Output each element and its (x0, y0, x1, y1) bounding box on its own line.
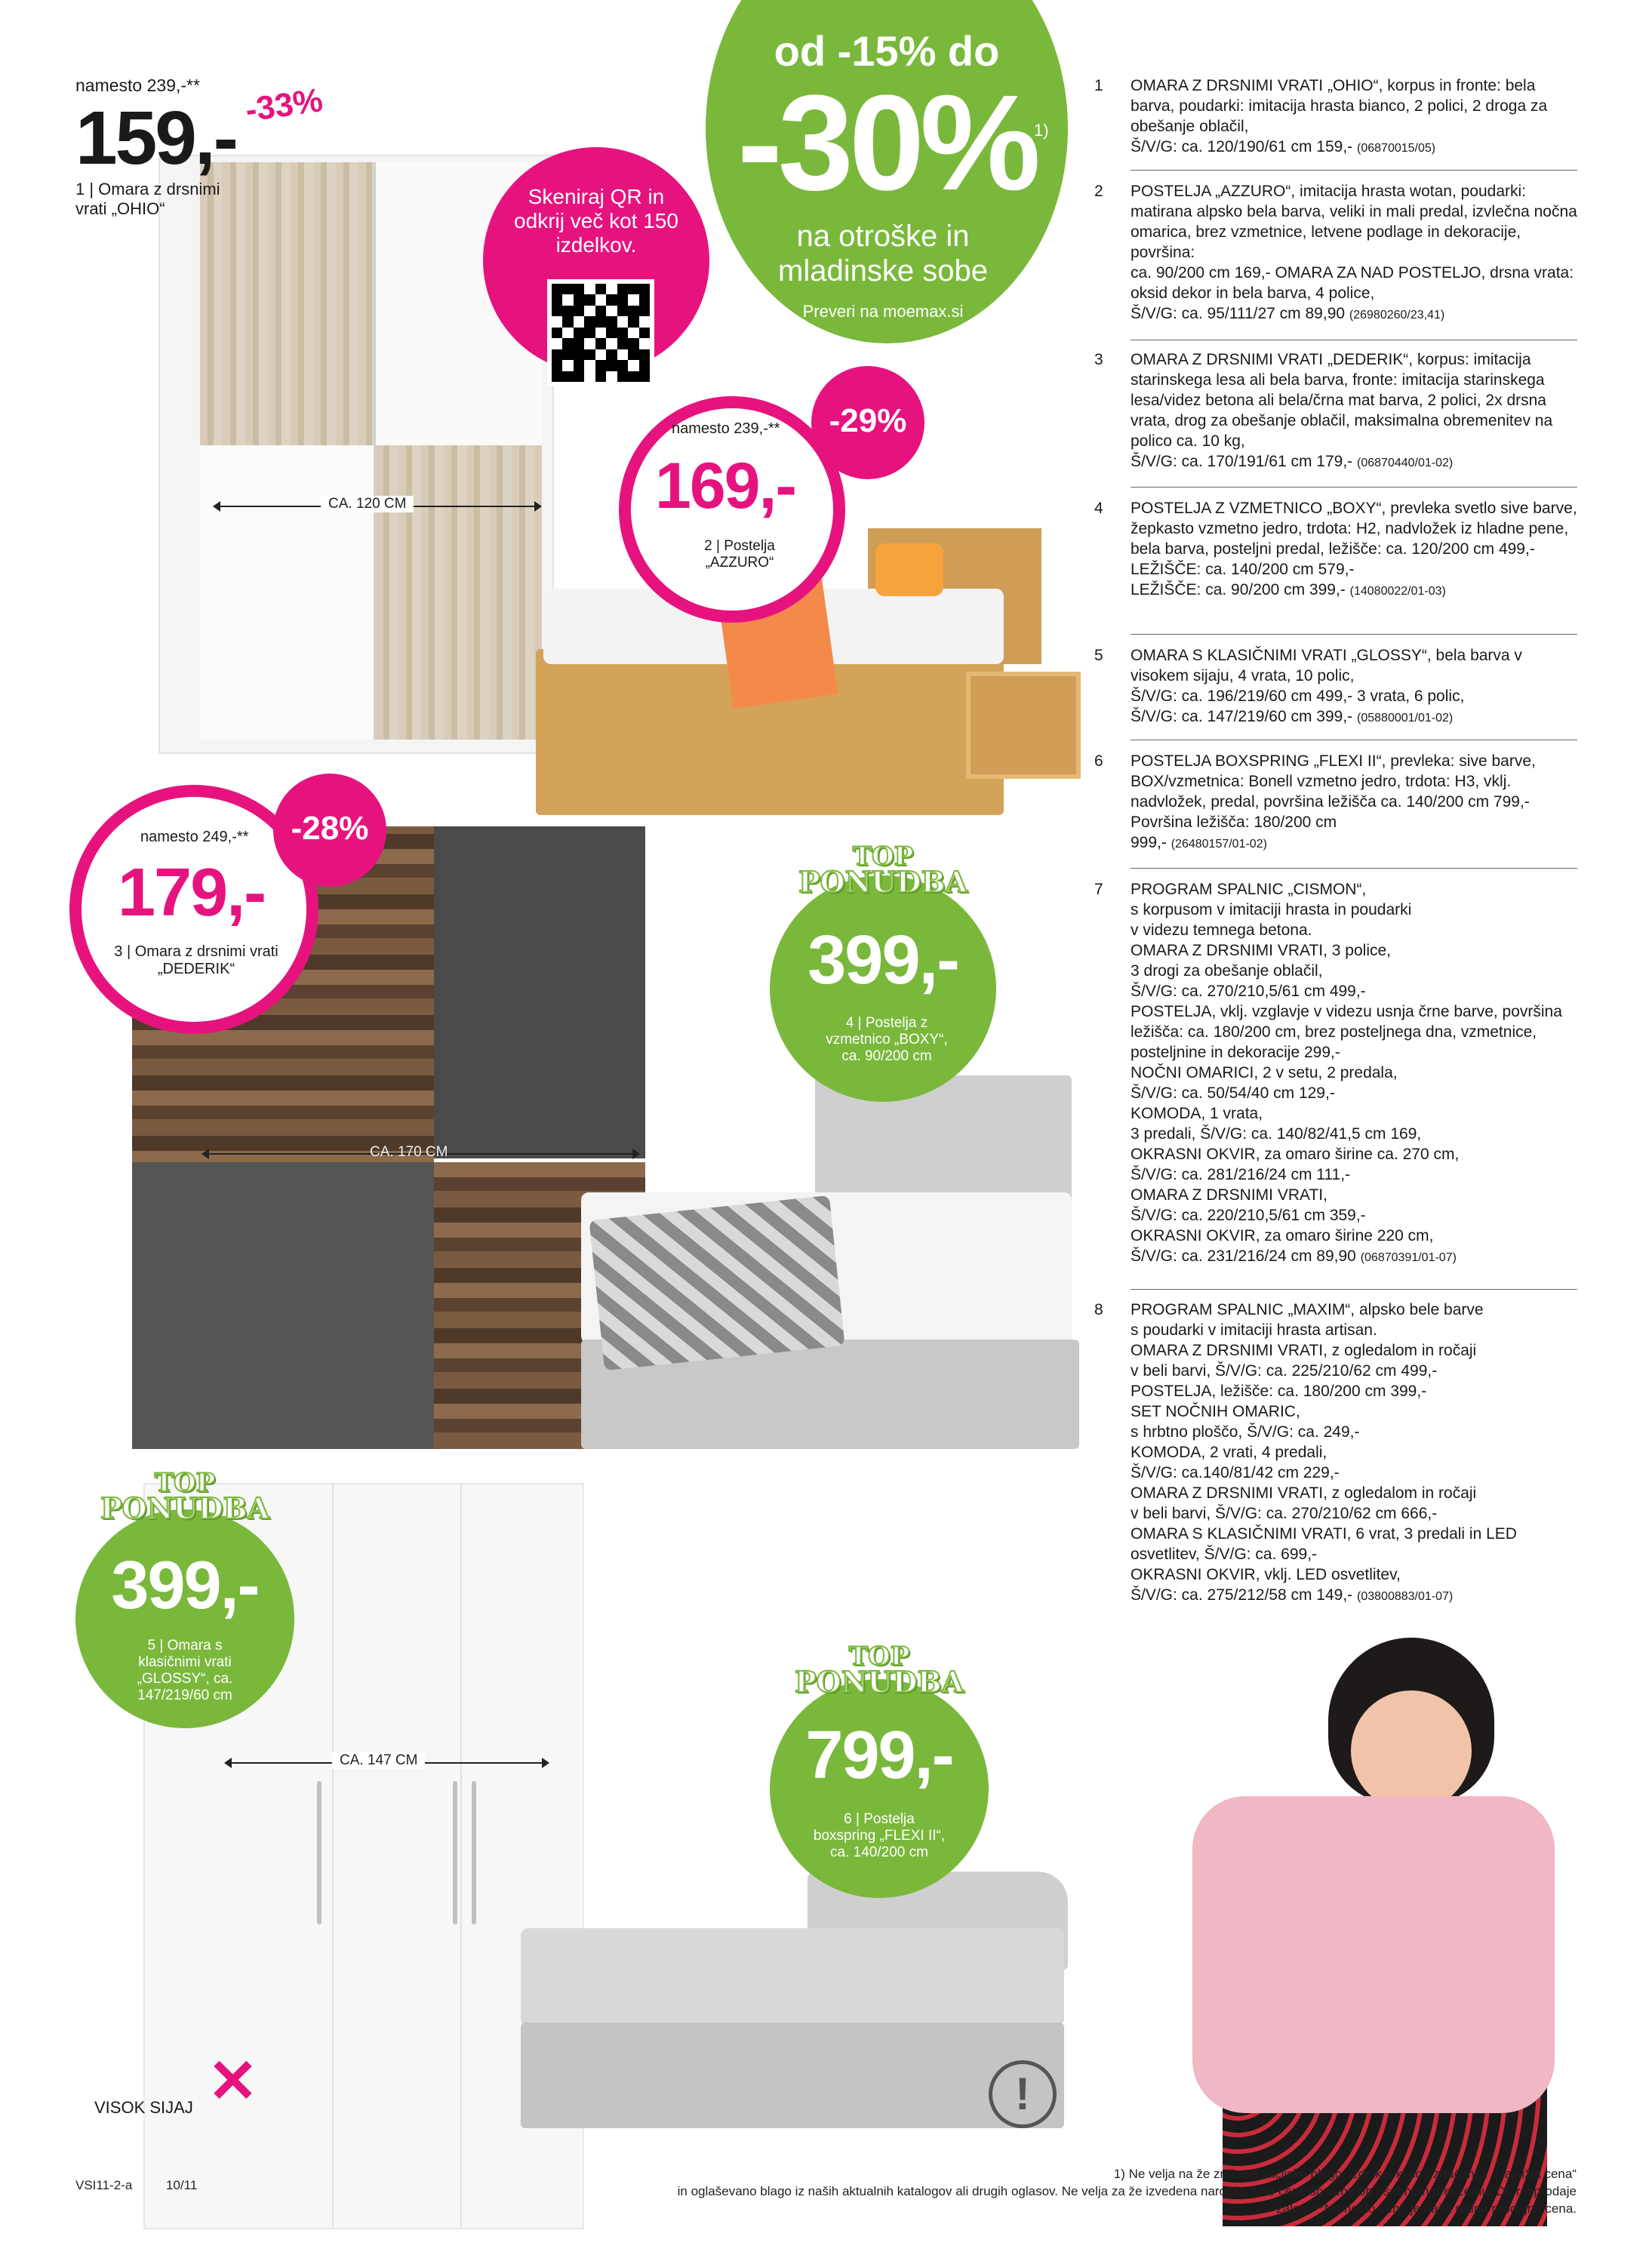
warning-exclamation-icon: ! (989, 2060, 1057, 2128)
spec-item-8 (1094, 1300, 1577, 1607)
item1-discount: -33% (243, 82, 325, 129)
qr-text: Skeniraj QR in odkrij več kot 150 izdelkov. (514, 185, 678, 257)
spec-number: 8 (1094, 1301, 1103, 1318)
wardrobe-glossy-door-split (460, 1483, 462, 2226)
bed-flexi-base (521, 2023, 1064, 2128)
qr-code-icon[interactable] (547, 279, 654, 386)
wardrobe-glossy-handle (472, 1781, 476, 1924)
spec-code: (26980260/23,41) (1349, 309, 1445, 321)
item2-price: 169,- (655, 450, 796, 522)
promo-footnote-mark: 1) (1034, 121, 1049, 140)
spec-divider (1131, 170, 1577, 171)
spec-number: 2 (1094, 183, 1103, 200)
dimension-label-3: CA. 170 CM (370, 1144, 448, 1160)
spec-text: POSTELJA BOXSPRING „FLEXI II“, prevleka: sive barve, BOX/vzmetnica: Bonell vzmetno jedro, trdota: H3, vklj. nadvložek, predal, površina ležišča ca. 140/200 cm 799,- Površina ležišča: 180/200 cm 999,- (1131, 752, 1536, 851)
item2-was-price: namesto 239,-** (672, 420, 780, 437)
spec-number: 5 (1094, 647, 1103, 664)
spec-item-1 (1094, 75, 1577, 158)
item3-was-price: namesto 249,-** (140, 829, 249, 845)
item5-badge-ponudba: PONUDBA (100, 1491, 270, 1525)
item5-badge-top: TOP (154, 1468, 216, 1498)
footer-note-3: zalog. **Namesto cena je naša redna prodajna cena. (1276, 2201, 1577, 2216)
spec-item-7 (1094, 879, 1577, 1268)
spec-code: (06870391/01-07) (1360, 1251, 1457, 1264)
spec-code: (26480157/01-02) (1171, 838, 1267, 851)
promo-link[interactable]: Preveri na moemax.si (802, 302, 964, 321)
item5-price: 399,- (111, 1548, 259, 1623)
item1-caption: 1 | Omara z drsnimi vrati „OHIO“ (75, 180, 220, 218)
item3-price: 179,- (118, 855, 266, 931)
wardrobe-dederik-concrete-bottom (132, 1162, 434, 1449)
spec-code: (05880001/01-02) (1357, 712, 1454, 724)
wardrobe-dederik-concrete-top (434, 826, 645, 1158)
model-face (1351, 1690, 1472, 1811)
wardrobe-ohio-oak-panel-lower (374, 445, 542, 740)
wardrobe-glossy-handle (317, 1781, 321, 1924)
bed-flexi-mattress (521, 1928, 1064, 2026)
model-pink-pillow (1192, 1796, 1555, 2113)
item3-discount: -28% (291, 810, 369, 847)
item3-caption: 3 | Omara z drsnimi vrati „DEDERIK“ (114, 943, 278, 977)
spec-text: OMARA Z DRSNIMI VRATI „OHIO“, korpus in fronte: bela barva, poudarki: imitacija hrasta bianco, 2 polici, 2 droga za obešanje oblačil, Š/V/G: ca. 120/190/61 cm 159,- (1131, 77, 1548, 155)
item2-caption: 2 | Postelja „AZZURO“ (704, 538, 775, 571)
visok-sijaj-label: VISOK SIJAJ (94, 2098, 193, 2117)
promo-subtext: na otroške in mladinske sobe (778, 220, 988, 288)
spec-number: 7 (1094, 881, 1103, 898)
item5-caption: 5 | Omara s klasičnimi vrati „GLOSSY“, ca. 147/219/60 cm (137, 1638, 233, 1703)
spec-code: (06870440/01-02) (1357, 457, 1454, 469)
spec-text: PROGRAM SPALNIC „MAXIM“, alpsko bele barve s poudarki v imitaciji hrasta artisan. OMARA Z DRSNIMI VRATI, z ogledalom in ročaji v beli barvi, Š/V/G: ca. 225/210/62 cm 499,- POSTELJA, ležišče: ca. 180/200 cm 399,- SET NOČNIH OMARIC, s hrbtno ploščo, Š/V/G: ca. 249,- KOMODA, 2 vrati, 4 predali, Š/V/G: ca.140/81/42 cm 229,- OMARA Z DRSNIMI VRATI, z ogledalom in ročaji v beli barvi, Š/V/G: ca. 270/210/62 cm 666,- OMARA S KLASIČNIMI VRATI, 6 vrat, 3 predali in LED osvetlitev, Š/V/G: ca. 699,- OKRASNI OKVIR, vklj. LED osvetlitev, Š/V/G: ca. 275/212/58 cm 149,- (1131, 1301, 1517, 1604)
spec-text: OMARA S KLASIČNIMI VRATI „GLOSSY“, bela barva v visokem sijaju, 4 vrata, 10 polic, Š/V/G: ca. 196/219/60 cm 499,- 3 vrata, 6 polic, Š/V/G: ca. 147/219/60 cm 399,- (1131, 647, 1522, 725)
spec-divider (1131, 634, 1577, 635)
bed-azzuro-nightstand (966, 672, 1081, 779)
footer-note-2: in oglaševano blago iz naših aktualnih katalogov ali drugih oglasov. Ne velja za že izvedena naročila. Vse cene so cene ob osebnem prevzemu. Do razprodaje (677, 2184, 1577, 2198)
item2-discount: -29% (829, 402, 907, 439)
bed-boxy-throw (589, 1195, 844, 1370)
wardrobe-ohio-white-panel-lower (200, 445, 374, 740)
footer-page: 10/11 (166, 2178, 198, 2192)
spec-code: (03800883/01-07) (1357, 1590, 1454, 1603)
spec-number: 3 (1094, 351, 1103, 368)
bed-azzuro-pillow (875, 543, 943, 596)
item6-caption: 6 | Postelja boxspring „FLEXI II“, ca. 140/200 cm (813, 1811, 946, 1860)
wardrobe-glossy-door-split (332, 1483, 334, 2226)
spec-number: 6 (1094, 752, 1103, 770)
spec-item-6 (1094, 751, 1577, 854)
item1-price: 159,- (75, 96, 236, 180)
spec-code: (14080022/01-03) (1349, 585, 1446, 598)
dimension-label-5: CA. 147 CM (332, 1752, 425, 1769)
item4-badge-top: TOP (852, 841, 914, 872)
promo-top-text: od -15% do (774, 27, 1000, 75)
spec-number: 1 (1094, 77, 1103, 94)
spec-number: 4 (1094, 500, 1103, 517)
dimension-label-1: CA. 120 CM (321, 496, 414, 512)
spec-item-3 (1094, 349, 1577, 473)
spec-code: (06870015/05) (1357, 142, 1436, 155)
spec-text: OMARA Z DRSNIMI VRATI „DEDERIK“, korpus: imitacija starinskega lesa ali bela barva, fronte: imitacija starinskega lesa/videz betona ali bela/črna mat barva, 2 polici, 2x drsna vrata, drog za obešanje oblačil, maksimalna obremenitev na polico ca. 10 kg, Š/V/G: ca. 170/191/61 cm 179,- (1131, 351, 1553, 470)
item6-price: 799,- (805, 1718, 953, 1793)
spec-item-5 (1094, 645, 1577, 728)
item4-caption: 4 | Postelja z vzmetnico „BOXY“, ca. 90/200 cm (826, 1015, 948, 1064)
wardrobe-glossy-handle (453, 1781, 457, 1924)
spec-divider (1131, 868, 1577, 869)
footer-code: VSI11-2-a (75, 2178, 133, 2192)
item6-badge-top: TOP (848, 1641, 910, 1672)
spec-divider (1131, 487, 1577, 488)
spec-divider (1131, 1289, 1577, 1290)
spec-text: POSTELJA Z VZMETNICO „BOXY“, prevleka svetlo sive barve, žepkasto vzmetno jedro, trdota: H2, nadvložek iz hladne pene, bela barva, posteljni predal, ležišče: ca. 120/200 cm 499,- LEŽIŠČE: ca. 140/200 cm 579,- LEŽIŠČE: ca. 90/200 cm 399,- (1131, 500, 1577, 598)
spec-text: PROGRAM SPALNIC „CISMON“, s korpusom v imitaciji hrasta in poudarki v videzu temnega betona. OMARA Z DRSNIMI VRATI, 3 police, 3 drogi za obešanje oblačil, Š/V/G: ca. 270/210,5/61 cm 499,- POSTELJA, vklj. vzglavje v videzu usnja črne barve, površina ležišča: ca. 180/200 cm, brez posteljnega dna, vzmetnice, posteljnine in dekoracije 299,- NOČNI OMARICI, 2 v setu, 2 predala, Š/V/G: ca. 50/54/40 cm 129,- KOMODA, 1 vrata, 3 predali, Š/V/G: ca. 140/82/41,5 cm 169, OKRASNI OKVIR, za omaro širine ca. 270 cm, Š/V/G: ca. 281/216/24 cm 111,- OMARA Z DRSNIMI VRATI, Š/V/G: ca. 220/210,5/61 cm 359,- OKRASNI OKVIR, za omaro širine 220 cm, Š/V/G: ca. 231/216/24 cm 89,90 (1131, 881, 1562, 1265)
close-x-icon: ✕ (208, 2047, 259, 2115)
spec-text: POSTELJA „AZZURO“, imitacija hrasta wotan, poudarki: matirana alpsko bela barva, veliki in mali predal, izvlečna nočna omarica, brez vzmetnice, letvene podlage in dekoracije, površina: ca. 90/200 cm 169,- OMARA ZA NAD POSTELJO, drsna vrata: oksid dekor in bela barva, 4 police, Š/V/G: ca. 95/111/27 cm 89,90 (1131, 183, 1577, 322)
item1-was-price: namesto 239,-** (75, 75, 200, 95)
item6-badge-ponudba: PONUDBA (794, 1665, 964, 1699)
promo-big-percent: -30% (737, 67, 1037, 219)
item4-badge-ponudba: PONUDBA (798, 865, 968, 899)
footer-note-1: 1) Ne velja na že znižano akcijsko blago, izdelke, ki so označeni z „Najnižja cena“ (1113, 2167, 1577, 2181)
item4-price: 399,- (808, 921, 958, 998)
spec-item-2 (1094, 181, 1577, 325)
spec-item-4 (1094, 498, 1577, 601)
